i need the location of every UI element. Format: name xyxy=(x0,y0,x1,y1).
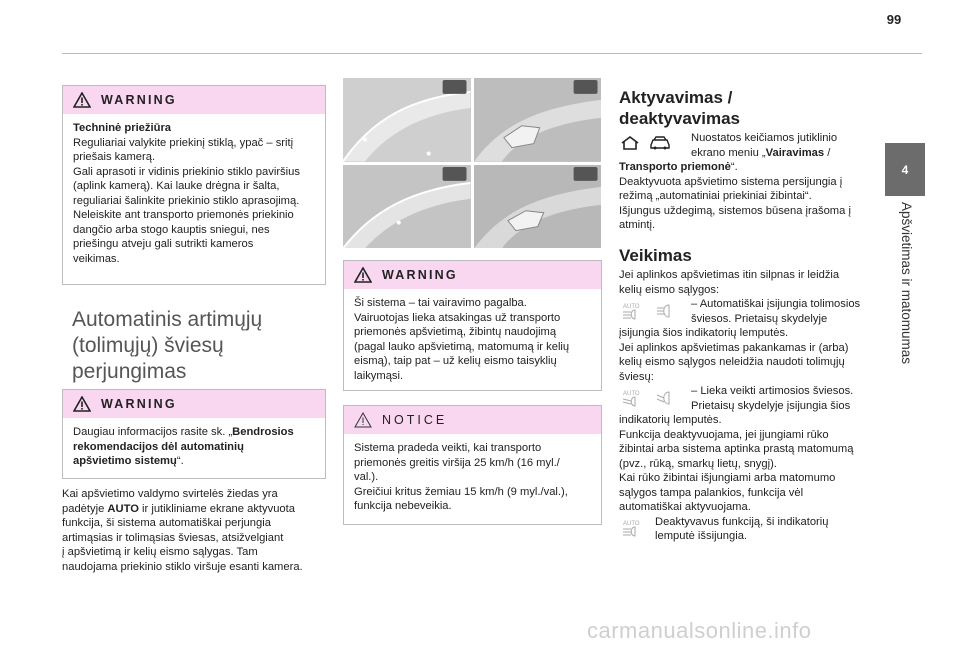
paragraph-line: lemputė išsijungia. xyxy=(655,530,748,542)
warning-line: priešingu atveju gali sutrikti kameros xyxy=(73,238,254,250)
illustration-low-beam-oncoming xyxy=(343,165,471,249)
section-heading-line: Automatinis artimųjų xyxy=(72,308,263,331)
paragraph-line: naudojama priekinio stiklo viršuje esanti kamera. xyxy=(62,560,303,573)
paragraph-text: padėtyje xyxy=(62,502,108,515)
paragraph-line: Prietaisų skydelyje įsijungia šios xyxy=(691,399,851,412)
warning-line: laikymąsi. xyxy=(354,369,404,382)
paragraph-line: į apšvietimą ir kelių eismo sąlygas. Tam xyxy=(62,546,258,558)
illustration-grid xyxy=(343,78,601,248)
page-number: 99 xyxy=(886,12,902,27)
paragraph-line: automatiškai aktyvuojama. xyxy=(619,501,751,513)
notice-title: NOTICE xyxy=(382,413,448,427)
activation-heading-line: Aktyvavimas / xyxy=(619,88,733,107)
paragraph-line: funkcija, ši sistema automatiškai perjungia xyxy=(62,517,271,529)
paragraph-line: indikatorių lemputės. xyxy=(619,414,722,426)
paragraph-line: (pvz., rūką, smarkų lietų, snygį). xyxy=(619,457,777,470)
warning-line: Vairuotojas lieka atsakingas už transporto xyxy=(354,311,561,324)
auto-headlamp-icon xyxy=(621,519,647,537)
warning-line: reguliariai šalinkite priekinio stiklo aprasojimą. xyxy=(73,194,300,207)
low-beam-icon xyxy=(655,389,677,407)
notice-line: val.). xyxy=(354,471,379,483)
warning-header xyxy=(63,86,325,114)
reference-link[interactable]: Bendrosios xyxy=(232,426,294,438)
warning-triangle-icon xyxy=(354,267,372,283)
warning-title: WARNING xyxy=(101,397,177,411)
notice-line: priemonės greitis viršija 25 km/h (16 myl./ xyxy=(354,456,560,469)
warning-line: eismą), taip pat – už kelių eismo taisyklių xyxy=(354,355,557,367)
illustration-high-beam-car xyxy=(474,78,602,162)
activation-heading xyxy=(619,87,859,129)
section-heading-line: perjungimas xyxy=(72,360,187,383)
paragraph-line: atmintį. xyxy=(619,219,656,231)
warning-line: (pagal lauko apšvietimą, matomumą ir kelių xyxy=(354,340,570,353)
paragraph-line: Kai rūko žibintai išjungiami arba matomumo xyxy=(619,472,836,484)
auto-low-beam-icon xyxy=(621,389,647,407)
high-beam-icon xyxy=(655,302,677,320)
warning-box-maintenance xyxy=(62,85,326,285)
notice-line: Greičiui kritus žemiau 15 km/h (9 myl./val.), xyxy=(354,485,568,498)
chapter-tab[interactable]: 4 xyxy=(885,143,925,196)
paragraph-line: kelių eismo sąlygos neleidžia naudoti tolimųjų xyxy=(619,356,845,368)
warning-header xyxy=(63,390,325,418)
warning-box-driving-aid xyxy=(343,260,602,391)
section-heading xyxy=(72,307,332,385)
paragraph-line: – Lieka veikti artimosios šviesos. xyxy=(691,385,854,397)
section-heading-line: (tolimųjų) šviesų xyxy=(72,334,224,357)
warning-line: priešais kamerą. xyxy=(73,151,156,163)
reference-text: Daugiau informacijos rasite sk. „ xyxy=(73,426,233,438)
paragraph-line: režimą „automatiniai priekiniai žibintai“. xyxy=(619,190,812,202)
svg-text:AUTO: AUTO xyxy=(623,391,640,397)
notice-header xyxy=(344,406,601,434)
auto-keyword: AUTO xyxy=(107,502,139,515)
warning-line: priemonės apšvietimą, žibintų naudojimą xyxy=(354,326,557,338)
svg-text:AUTO: AUTO xyxy=(623,304,640,310)
menu-reference: Transporto priemonė xyxy=(619,161,731,173)
notice-triangle-icon xyxy=(354,412,372,428)
chapter-title: Apšvietimas ir matomumas xyxy=(899,202,914,365)
operation-heading: Veikimas xyxy=(619,246,692,265)
warning-line: Ši sistema – tai vairavimo pagalba. xyxy=(354,297,527,309)
paragraph-line: šviesų: xyxy=(619,370,654,383)
high-beam-indicators xyxy=(621,302,677,320)
notice-line: funkcija nebeveikia. xyxy=(354,500,452,512)
paragraph-line: Jei aplinkos apšvietimas itin silpnas ir leidžia xyxy=(619,269,840,281)
operation-paragraph xyxy=(619,268,874,544)
warning-triangle-icon xyxy=(73,92,91,108)
paragraph-line: Deaktyvuota apšvietimo sistema persijungia į xyxy=(619,175,843,188)
paragraph-line: Nuostatos keičiamos jutiklinio xyxy=(691,132,838,144)
paragraph-line: Funkcija deaktyvuojama, jei įjungiami rūko xyxy=(619,428,829,441)
warning-title: WARNING xyxy=(382,268,458,282)
paragraph-text: ir jutikliniame ekrane aktyvuota xyxy=(138,502,295,515)
paragraph-line: kelių eismo sąlygos: xyxy=(619,283,720,296)
paragraph-line: Kai apšvietimo valdymo svirtelės žiedas yra xyxy=(62,488,278,500)
auto-high-beam-icon xyxy=(621,302,647,320)
warning-title: WARNING xyxy=(101,93,177,107)
warning-heading: Techninė priežiūra xyxy=(73,122,172,134)
paragraph-text: / xyxy=(824,146,831,159)
auto-indicator xyxy=(621,519,647,542)
warning-triangle-icon xyxy=(73,396,91,412)
warning-line: (aplink kamerą). Kai lauke drėgna ir šalta, xyxy=(73,180,280,192)
header-rule xyxy=(62,53,922,54)
paragraph-line: artimąsias ir tolimąsias šviesas, atsižvelgiant xyxy=(62,531,284,544)
activation-paragraph xyxy=(619,131,869,233)
paragraph-line: šviesos. Prietaisų skydelyje xyxy=(691,312,828,325)
paragraph-line: Jei aplinkos apšvietimas pakankamas ir (arba) xyxy=(619,341,849,354)
activation-heading-line: deaktyvavimas xyxy=(619,109,740,128)
paragraph-text: “. xyxy=(730,161,738,173)
reference-text: “. xyxy=(176,455,184,467)
warning-header xyxy=(344,261,601,289)
paragraph-line: Deaktyvavus funkciją, ši indikatorių xyxy=(655,515,829,528)
reference-link[interactable]: rekomendacijos dėl automatinių xyxy=(73,440,244,453)
warning-line: Gali aprasoti ir vidinis priekinio stiklo paviršius xyxy=(73,165,300,178)
intro-paragraph xyxy=(62,487,332,574)
paragraph-line: Išjungus uždegimą, sistemos būsena įrašoma į xyxy=(619,204,851,217)
warning-line: dangčio arba stogo kauptis sniegui, nes xyxy=(73,223,270,236)
illustration-low-beam-car xyxy=(474,165,602,249)
reference-link[interactable]: apšvietimo sistemų xyxy=(73,455,177,467)
paragraph-line: – Automatiškai įsijungia tolimosios xyxy=(691,298,861,310)
low-beam-indicators xyxy=(621,389,677,407)
paragraph-line: įsijungia šios indikatorių lemputės. xyxy=(619,327,789,339)
notice-line: Sistema pradeda veikti, kai transporto xyxy=(354,442,542,454)
warning-line: Neleiskite ant transporto priemonės priekinio xyxy=(73,209,294,221)
svg-text:AUTO: AUTO xyxy=(623,520,640,527)
illustration-high-beam-empty-road xyxy=(343,78,471,162)
paragraph-text: ekrano meniu „ xyxy=(691,146,766,159)
warning-box-reference xyxy=(62,389,326,479)
paragraph-line: žibintai arba sistema aptinka prastą matomumą xyxy=(619,443,854,455)
warning-line: Reguliariai valykite priekinį stiklą, ypač – sritį xyxy=(73,136,294,149)
watermark: carmanualsonline.info xyxy=(587,618,812,643)
warning-line: veikimas. xyxy=(73,252,120,265)
notice-box-speed xyxy=(343,405,602,525)
menu-reference: Vairavimas xyxy=(765,146,825,159)
paragraph-line: sąlygos tampa palankios, funkcija vėl xyxy=(619,486,804,499)
